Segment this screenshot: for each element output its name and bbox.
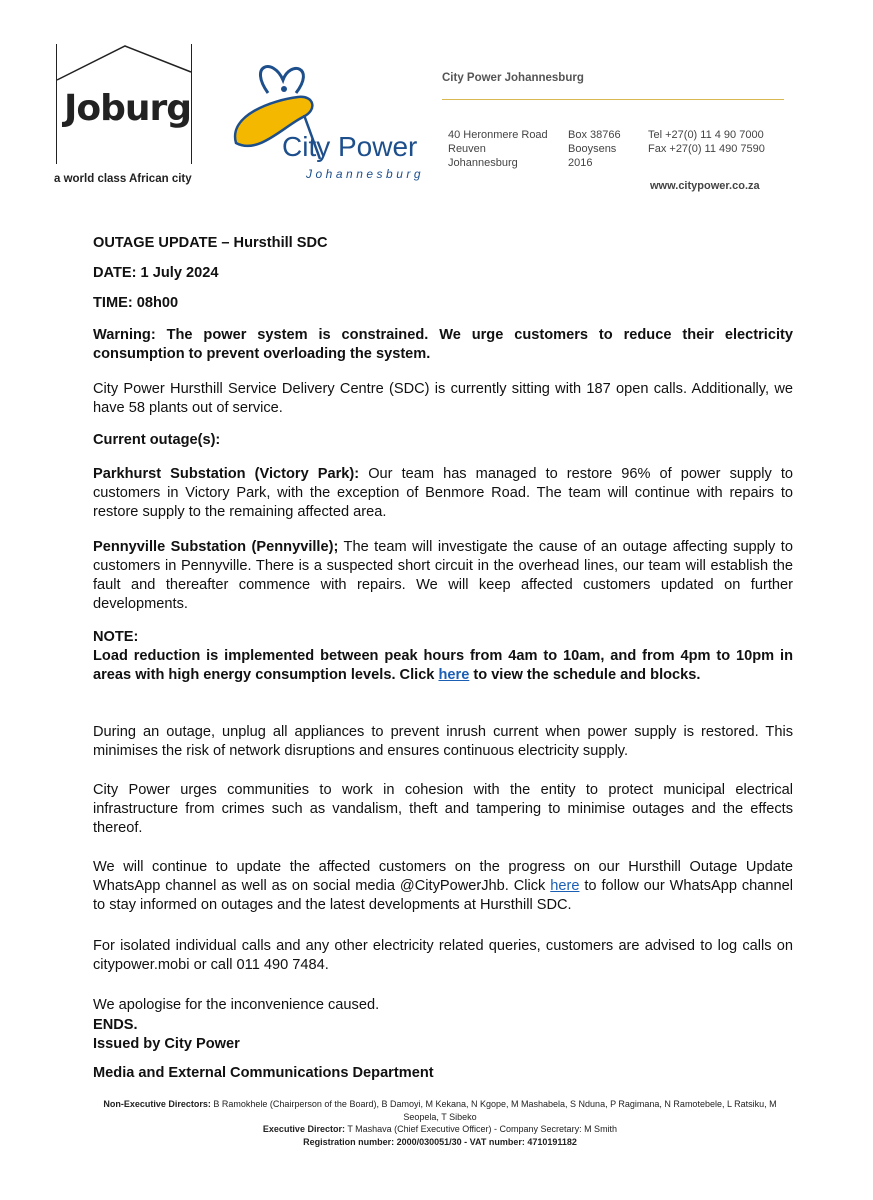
box-line: Booysens (568, 143, 617, 155)
footer (90, 1098, 790, 1148)
ned-names: B Ramokhele (Chairperson of the Board), B Damoyi, M Kekana, N Kgope, M Mashabela, S Nduna, P Ragimana, N Ramotebele, L Ratsiku, M Seopela, T Sibeko (213, 1099, 777, 1122)
website-text: www.citypower.co.za (650, 180, 760, 192)
warning-text: Warning: The power system is constrained. We urge customers to reduce their electricity consumption to prevent overloading the system. (93, 327, 793, 362)
joburg-tagline: a world class African city (54, 173, 192, 185)
address-block (448, 128, 548, 170)
box-line: Box 38766 (568, 129, 621, 141)
update-text: We will continue to update the affected customers on the progress on our Hursthill Outage Update WhatsApp channel as well as on social media @CityPowerJhb. Click (93, 859, 793, 894)
ed-label: Executive Director: (262, 1124, 345, 1134)
ned-label: Non-Executive Directors: (103, 1099, 211, 1109)
outage-parkhurst-name: Parkhurst Substation (Victory Park): (93, 466, 360, 482)
intro-text: City Power Hursthill Service Delivery Centre (SDC) is currently sitting with 187 open calls. Additionally, we have 58 plants out of service. (93, 381, 793, 416)
address-line: Reuven (448, 143, 486, 155)
outage-parkhurst-text: Our team has managed to restore 96% of power supply to customers in Victory Park, with the exception of Benmore Road. The team will continue with repairs to restore supply to the remaining affected area. (93, 466, 793, 520)
cohesion-text: City Power urges communities to work in cohesion with the entity to protect municipal electrical infrastructure from crimes such as vandalism, theft and tampering to minimise outages and the effects thereof. (93, 782, 793, 836)
calls-paragraph (93, 937, 793, 975)
outage-pennyville-text: The team will investigate the cause of an outage affecting supply to customers in Pennyville. There is a suspected short circuit in the overhead lines, our team will establish the fault and thereafter commence with repairs. We will keep affected customers updated on further developments. (93, 539, 793, 612)
box-line: 2016 (568, 157, 593, 169)
contact-block (648, 128, 765, 156)
phone-line: Tel +27(0) 11 4 90 7000 (648, 129, 764, 141)
letterhead-rule (442, 99, 784, 100)
intro-paragraph (93, 380, 793, 418)
fax-line: Fax +27(0) 11 490 7590 (648, 143, 765, 155)
note-text: Load reduction is implemented between peak hours from 4am to 10am, and from 4pm to 10pm in areas with high energy consumption levels. Click (93, 648, 793, 683)
schedule-link[interactable]: here (438, 667, 470, 683)
cohesion-paragraph (93, 781, 793, 838)
city-power-logo-subtext: Johannesburg (306, 167, 425, 181)
unplug-paragraph (93, 723, 793, 761)
calls-text: For isolated individual calls and any other electricity related queries, customers are advised to log calls on citypower.mobi or call 011 490 7484. (93, 938, 793, 973)
po-box-block (568, 128, 621, 170)
note-text-end: to view the schedule and blocks. (469, 667, 701, 683)
note-heading: NOTE: (93, 629, 139, 645)
registration-text: Registration number: 2000/030051/30 - VAT number: 4710191182 (303, 1136, 577, 1147)
update-paragraph (93, 858, 793, 915)
address-line: Johannesburg (448, 157, 518, 169)
apology-text: We apologise for the inconvenience caused. (93, 997, 380, 1013)
warning-paragraph (93, 326, 793, 364)
city-power-logo-text: City Power (282, 131, 418, 162)
letterhead-title: City Power Johannesburg (442, 72, 584, 84)
joburg-roof-icon (55, 42, 193, 82)
issued-by-text: Issued by City Power (93, 1036, 240, 1052)
outage-pennyville-name: Pennyville Substation (Pennyville); (93, 539, 339, 555)
outage-pennyville (93, 538, 793, 614)
current-outages-heading: Current outage(s): (93, 432, 221, 448)
doc-date: DATE: 1 July 2024 (93, 265, 219, 281)
doc-title: OUTAGE UPDATE – Hursthill SDC (93, 235, 328, 251)
department-text: Media and External Communications Department (93, 1065, 434, 1081)
doc-time: TIME: 08h00 (93, 295, 179, 311)
address-line: 40 Heronmere Road (448, 129, 548, 141)
outage-parkhurst (93, 465, 793, 522)
update-text-end: to follow our WhatsApp channel to stay informed on outages and the latest developments at Hursthill SDC. (93, 878, 794, 913)
note-paragraph (93, 647, 793, 685)
ends-text: ENDS. (93, 1017, 138, 1033)
joburg-logo-text: Joburg (64, 88, 192, 129)
ed-names: T Mashava (Chief Executive Officer) - Company Secretary: M Smith (347, 1124, 618, 1134)
whatsapp-channel-link[interactable]: here (550, 878, 580, 894)
unplug-text: During an outage, unplug all appliances to prevent inrush current when power supply is restored. This minimises the risk of network disruptions and ensures continuous electricity supply. (93, 724, 793, 759)
